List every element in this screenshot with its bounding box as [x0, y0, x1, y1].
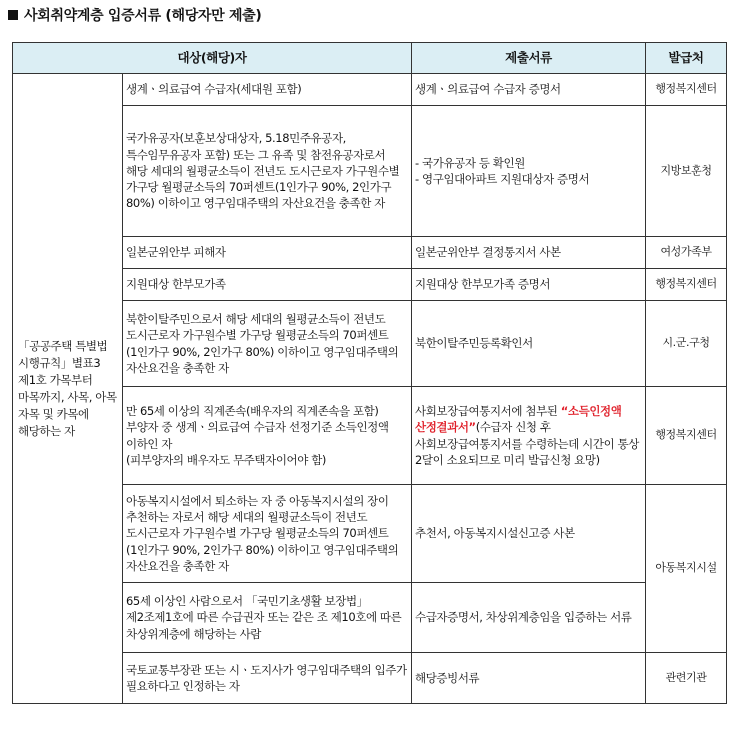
documents-highlight: “소득인정액 산정결과서”	[415, 403, 622, 435]
target-cell: 생계ㆍ의료급여 수급자(세대원 포함)	[123, 74, 412, 106]
issuer-cell: 지방보훈청	[646, 106, 727, 237]
documents-cell: 북한이탈주민등록확인서	[412, 301, 646, 387]
section-title	[8, 5, 262, 25]
target-cell	[123, 387, 412, 485]
header-target: 대상(해당)자	[13, 43, 412, 74]
target-cell: 아동복지시설에서 퇴소하는 자 중 아동복지시설의 장이 추천하는 자로서 해당 세대의 월평균소득이 전년도 도시근로자 가구원수별 가구당 월평균소득의 70퍼센트(1인가구 90%, 2인가구 80%) 이하이고 영구임대주택의 자산요건을 충족한 자	[123, 485, 412, 583]
issuer-cell: 행정복지센터	[646, 387, 727, 485]
table-header-row	[13, 43, 727, 74]
issuer-cell: 행정복지센터	[646, 74, 727, 106]
documents-cell: 수급자증명서, 차상위계층임을 입증하는 서류	[412, 583, 646, 653]
target-cell: 국토교통부장관 또는 시ㆍ도지사가 영구임대주택의 입주가 필요하다고 인정하는 자	[123, 653, 412, 704]
group-label: 「공공주택 특별법 시행규칙」별표3 제1호 가목부터 마목까지, 사목, 아목 자목 및 카목에 해당하는 자	[13, 74, 123, 704]
documents-prefix: 사회보장급여통지서에 첨부된	[415, 403, 561, 418]
square-bullet-icon	[8, 10, 18, 20]
target-note: (피부양자의 배우자도 무주택자이어야 함)	[126, 452, 326, 467]
issuer-cell: 아동복지시설	[646, 485, 727, 653]
documents-cell: 일본군위안부 결정통지서 사본	[412, 237, 646, 269]
documents-cell: 해당증빙서류	[412, 653, 646, 704]
section-title-text: 사회취약계층 입증서류 (해당자만 제출)	[24, 8, 262, 24]
target-cell: 북한이탈주민으로서 해당 세대의 월평균소득이 전년도 도시근로자 가구원수별 가구당 월평균소득의 70퍼센트(1인가구 90%, 2인가구 80%) 이하이고 영구임대주택의 자산요건을 충족한 자	[123, 301, 412, 387]
issuer-cell: 관련기관	[646, 653, 727, 704]
issuer-cell: 행정복지센터	[646, 269, 727, 301]
document-item: - 국가유공자 등 확인원	[415, 155, 525, 170]
header-issuer: 발급처	[646, 43, 727, 74]
documents-cell: 추천서, 아동복지시설신고증 사본	[412, 485, 646, 583]
target-text: 만 65세 이상의 직계존속(배우자의 직계존속을 포함) 부양자 중 생계ㆍ의료급여 수급자 선정기준 소득인정액 이하인 자	[126, 403, 389, 451]
issuer-cell: 시.군.구청	[646, 301, 727, 387]
target-cell: 지원대상 한부모가족	[123, 269, 412, 301]
documents-suffix: (수급자 신청 후 사회보장급여통지서를 수령하는데 시간이 통상 2달이 소요되므로 미리 발급신청 요망)	[415, 420, 639, 467]
target-cell: 일본군위안부 피해자	[123, 237, 412, 269]
target-cell: 65세 이상인 사람으로서 「국민기초생활 보장법」 제2조제1호에 따른 수급권자 또는 같은 조 제10호에 따른 차상위계층에 해당하는 사람	[123, 583, 412, 653]
target-cell: 국가유공자(보훈보상대상자, 5.18민주유공자, 특수임무유공자 포함) 또는 그 유족 및 참전유공자로서 해당 세대의 월평균소득이 전년도 도시근로자 가구원수별 가구당 월평균소득의 70퍼센트(1인가구 90%, 2인가구 80%) 이하이고 영구임대주택의 자산요건을 충족한 자	[123, 106, 412, 237]
header-documents: 제출서류	[412, 43, 646, 74]
document-table	[12, 42, 727, 704]
issuer-cell: 여성가족부	[646, 237, 727, 269]
documents-cell: 지원대상 한부모가족 증명서	[412, 269, 646, 301]
documents-cell	[412, 387, 646, 485]
document-item: - 영구임대아파트 지원대상자 증명서	[415, 172, 590, 186]
table-row	[13, 74, 727, 106]
documents-cell: 생계ㆍ의료급여 수급자 증명서	[412, 74, 646, 106]
documents-cell	[412, 106, 646, 237]
